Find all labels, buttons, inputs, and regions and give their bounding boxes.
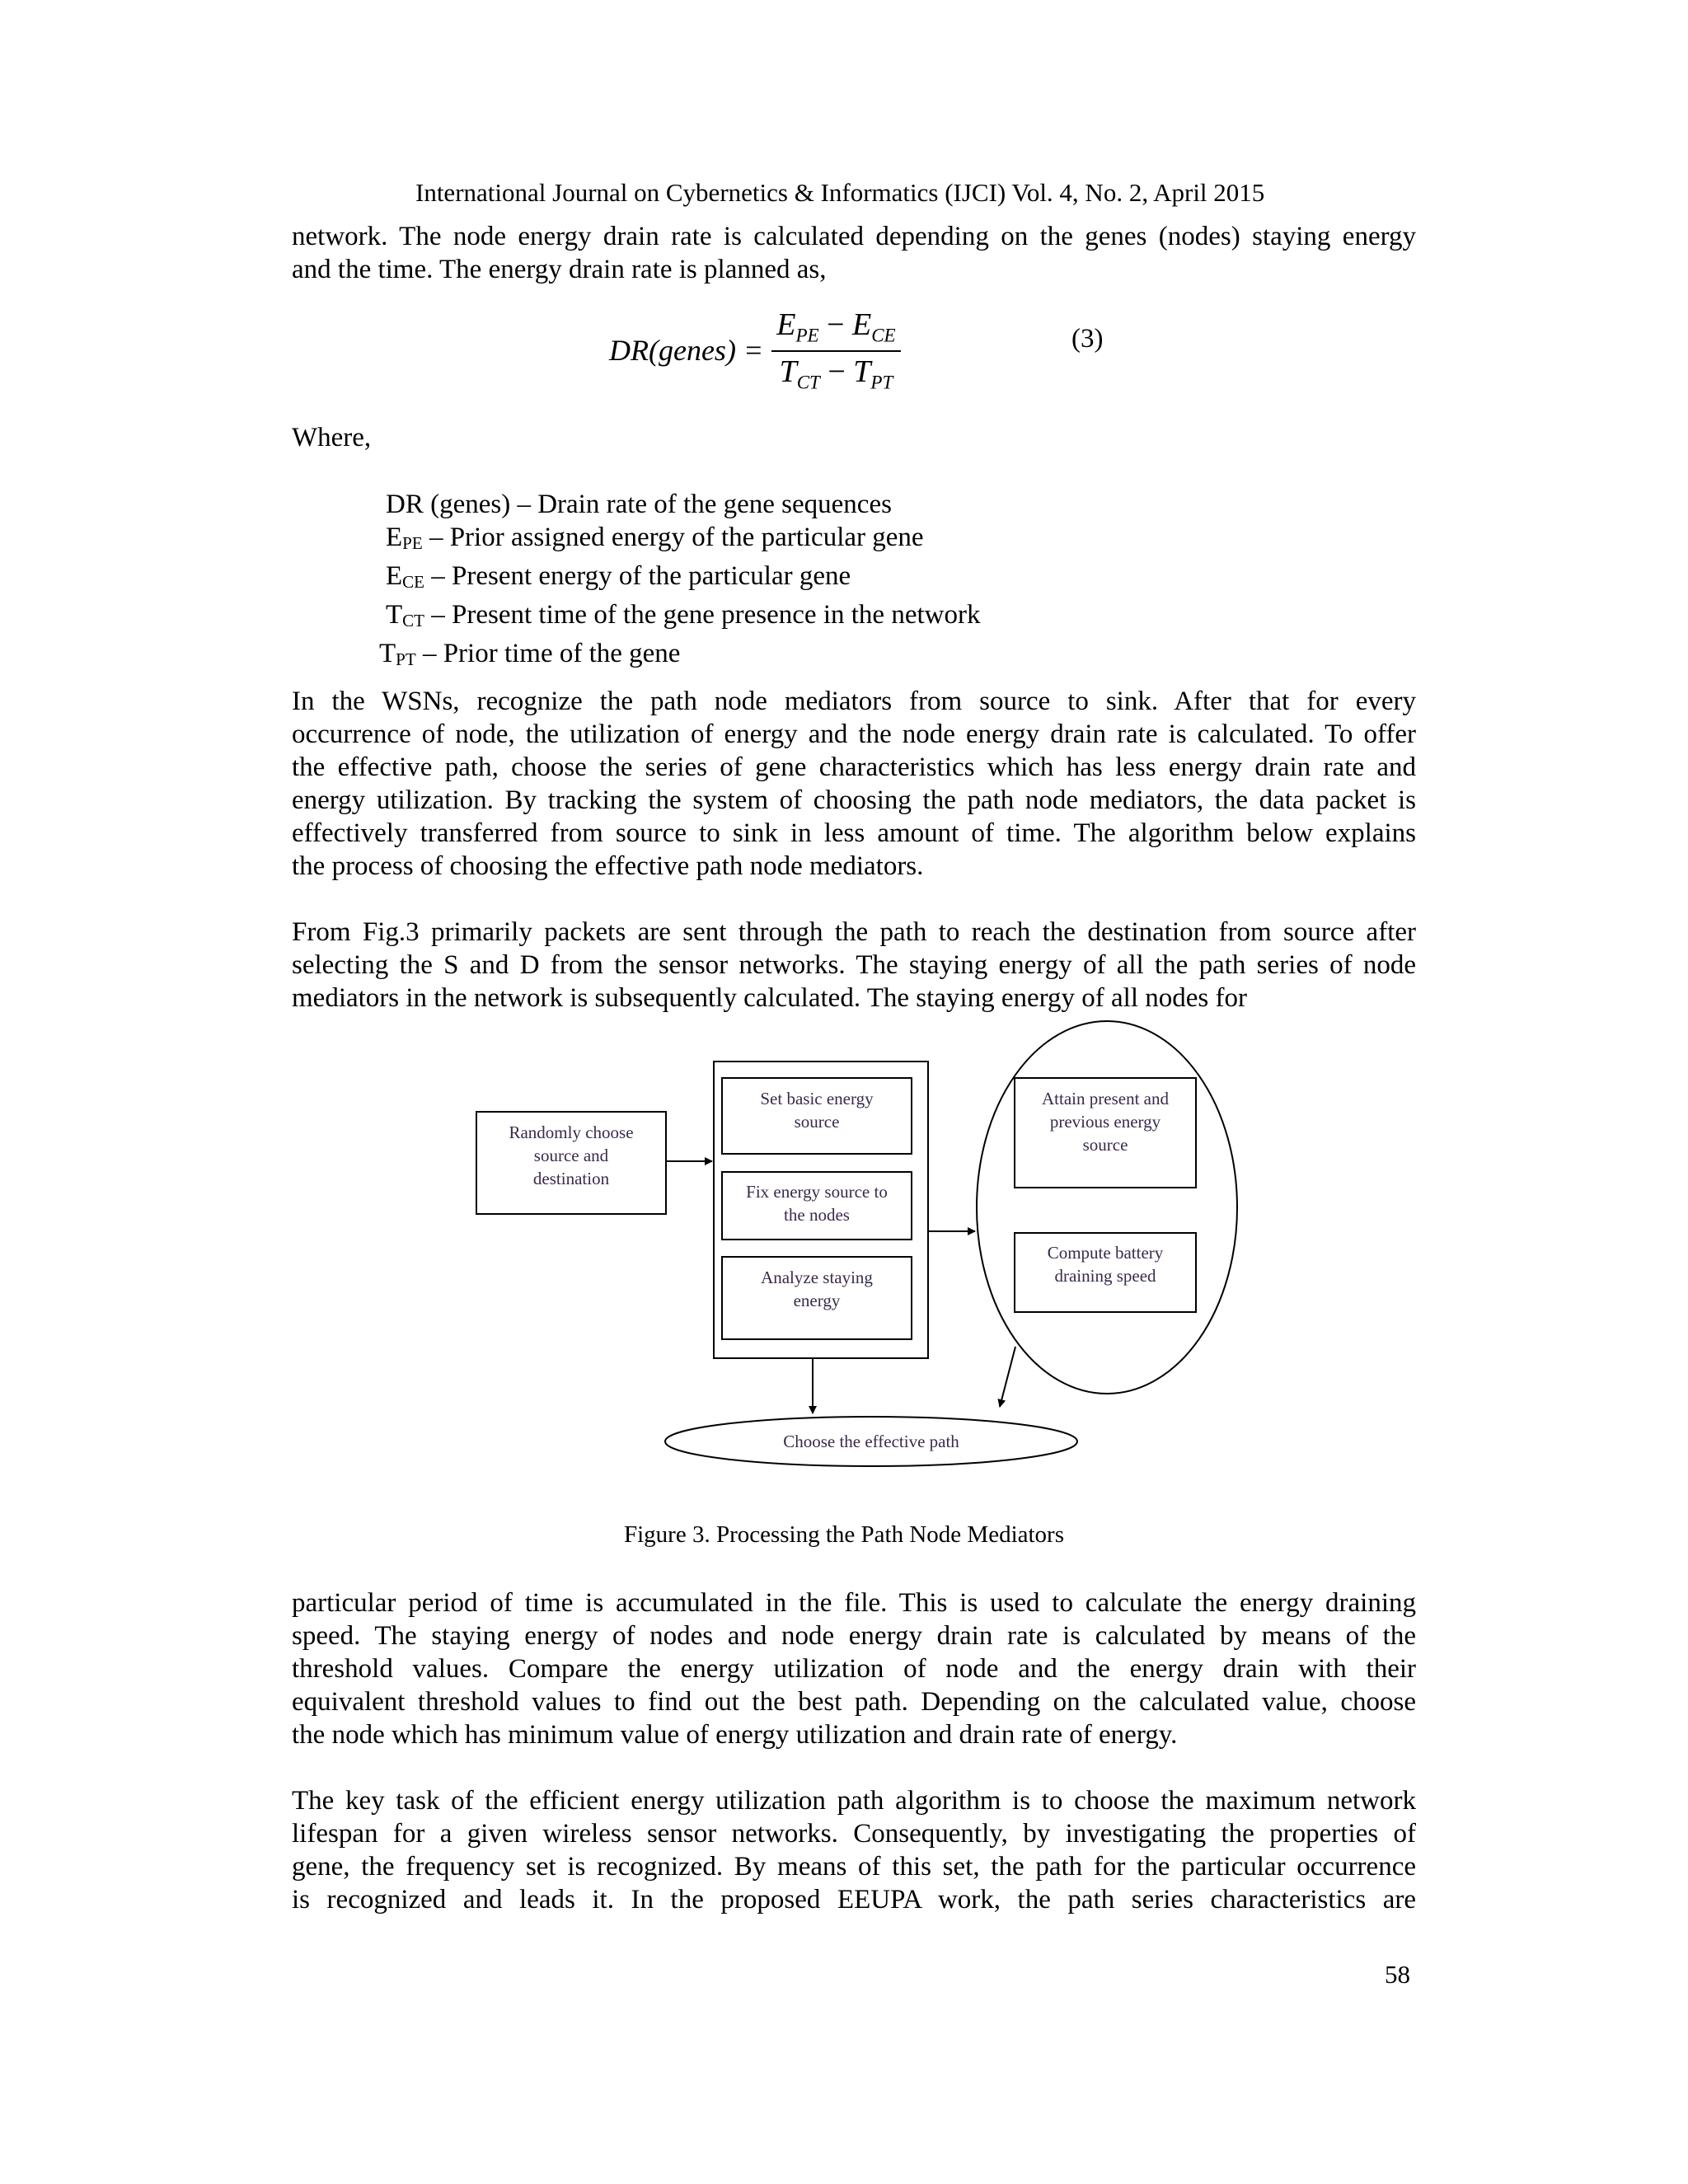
set-box-line: Set basic energy [760, 1089, 874, 1108]
equation-numerator: $E_{PE} - E_{CE}$ [771, 307, 900, 351]
attain-box-line: Attain present and [1042, 1089, 1169, 1108]
text-line: equivalent threshold values to find out the best path. Depending on the calculated value, choose [292, 1687, 1416, 1717]
text-line: threshold values. Compare the energy utilization of node and the energy drain with their [292, 1654, 1416, 1684]
journal-header: International Journal on Cybernetics & Informatics (IJCI) Vol. 4, No. 2, April 2015 [415, 178, 1265, 207]
equation-lhs: DR(genes) = [609, 333, 764, 367]
where-label: Where, [292, 423, 372, 452]
text-line: lifespan for a given wireless sensor networks. Consequently, by investigating the properties of [292, 1819, 1416, 1849]
analyze-box-line: Analyze staying [761, 1268, 873, 1287]
attain-box-line: previous energy [1049, 1112, 1161, 1132]
text-line: is recognized and leads it. In the proposed EEUPA work, the path series characteristics are [292, 1885, 1416, 1915]
text-line: The key task of the efficient energy utilization path algorithm is to choose the maximum network [292, 1786, 1416, 1816]
equation-number: (3) [1071, 324, 1104, 354]
text-line: effectively transferred from source to sink in less amount of time. The algorithm below explains [292, 818, 1416, 848]
attain-box-line: source [1082, 1135, 1128, 1155]
paragraph-threshold [292, 1586, 1416, 1751]
figure-caption: Figure 3. Processing the Path Node Mediators [623, 1521, 1064, 1548]
text-line: network. The node energy drain rate is calculated depending on the genes (nodes) staying energy [292, 222, 1416, 251]
fix-box-line: the nodes [784, 1205, 850, 1225]
text-line: the effective path, choose the series of gene characteristics which has less energy drain rate and [292, 752, 1416, 782]
text-line: the process of choosing the effective path node mediators. [292, 851, 924, 881]
paragraph-eeupa [292, 1784, 1416, 1916]
text-line: gene, the frequency set is recognized. By means of this set, the path for the particular occurrence [292, 1852, 1416, 1882]
text-line: speed. The staying energy of nodes and node energy drain rate is calculated by means of the [292, 1621, 1416, 1651]
analyze-box-line: energy [793, 1291, 841, 1310]
page-number: 58 [1385, 1960, 1410, 1989]
definition-item: $T_{PT}$ – Prior time of the gene [379, 639, 681, 669]
random-box-line: destination [532, 1169, 610, 1188]
random-box-line: source and [533, 1146, 609, 1165]
compute-box-line: draining speed [1054, 1266, 1156, 1286]
compute-box-line: Compute battery [1047, 1243, 1164, 1263]
definition-item: $E_{PE}$ – Prior assigned energy of the particular gene [386, 523, 924, 553]
text-line: In the WSNs, recognize the path node mediators from source to sink. After that for every [292, 687, 1416, 716]
equation-denominator: $T_{CT} - T_{PT}$ [779, 354, 893, 393]
text-line: From Fig.3 primarily packets are sent through the path to reach the destination from source after [292, 917, 1416, 947]
definition-item: DR (genes) – Drain rate of the gene sequences [386, 490, 892, 519]
definition-item: $T_{CT}$ – Present time of the gene presence in the network [386, 600, 981, 630]
text-line: selecting the S and D from the sensor networks. The staying energy of all the path series of node [292, 950, 1416, 980]
text-line: and the time. The energy drain rate is planned as, [292, 255, 827, 284]
choose-path-label: Choose the effective path [783, 1432, 959, 1451]
definition-item: $E_{CE}$ – Present energy of the particular gene [386, 561, 851, 592]
text-line: occurrence of node, the utilization of energy and the node energy drain rate is calculated. To offer [292, 719, 1416, 749]
fix-box-line: Fix energy source to [746, 1182, 888, 1202]
text-line: particular period of time is accumulated in the file. This is used to calculate the energy draining [292, 1588, 1416, 1618]
text-line: energy utilization. By tracking the system of choosing the path node mediators, the data packet is [292, 785, 1416, 815]
random-box-line: Randomly choose [509, 1122, 634, 1142]
set-box-line: source [794, 1112, 840, 1132]
text-line: mediators in the network is subsequently calculated. The staying energy of all nodes for [292, 983, 1247, 1013]
arrow-ellipse-to-choose [1000, 1347, 1015, 1407]
computation-ellipse [977, 1021, 1237, 1394]
text-line: the node which has minimum value of energy utilization and drain rate of energy. [292, 1720, 1178, 1750]
